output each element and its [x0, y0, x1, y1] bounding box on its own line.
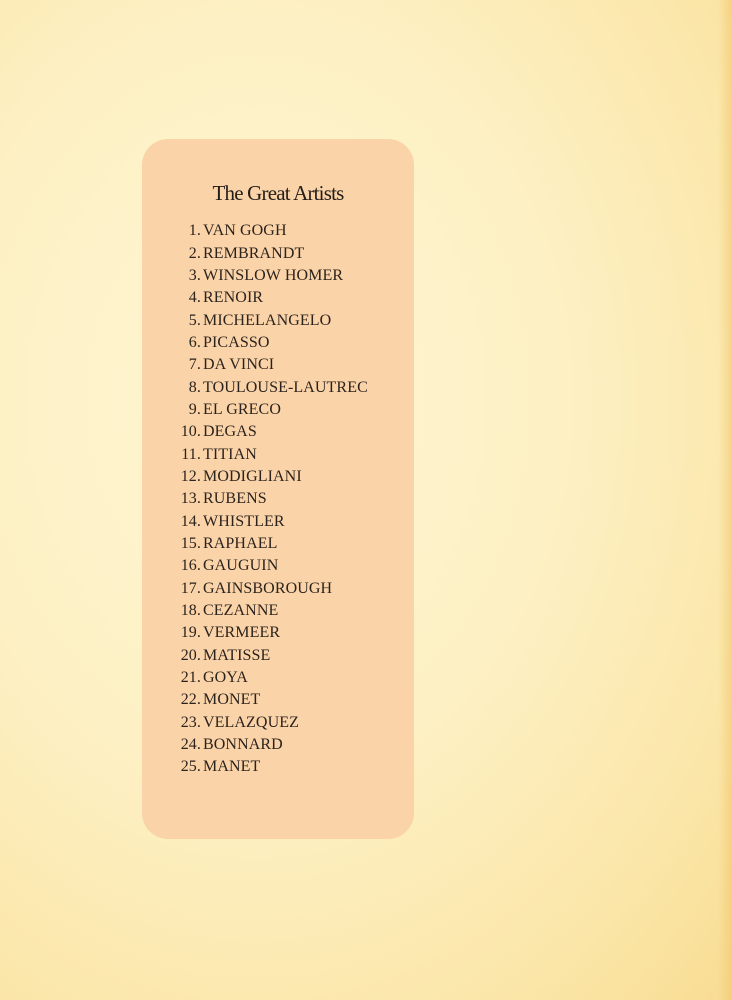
artist-number: 1. — [188, 222, 201, 240]
artist-name: CEZANNE — [203, 602, 279, 620]
artist-name: RENOIR — [203, 289, 264, 307]
page-edge-shading — [718, 0, 732, 1000]
artist-list-item — [142, 510, 414, 532]
artist-name: DA VINCI — [203, 356, 275, 374]
artist-list-item — [142, 242, 414, 264]
artist-list-item — [142, 421, 414, 443]
artist-list-item — [142, 645, 414, 667]
artist-name: TOULOUSE-LAUTREC — [203, 378, 368, 396]
artist-list-item — [142, 332, 414, 354]
artist-number: 18. — [180, 602, 201, 620]
artist-name: VELAZQUEZ — [203, 713, 299, 731]
artist-number: 10. — [180, 423, 201, 441]
artist-number: 5. — [188, 311, 201, 329]
artist-list-item — [142, 488, 414, 510]
artist-name: MATISSE — [203, 646, 271, 664]
artist-number: 20. — [180, 646, 201, 664]
artist-name: MONET — [203, 691, 261, 709]
artist-name: GAINSBOROUGH — [203, 579, 333, 597]
artist-name: MODIGLIANI — [203, 467, 302, 485]
artist-number: 6. — [188, 333, 201, 351]
artist-number: 2. — [188, 244, 201, 262]
artist-name: REMBRANDT — [203, 244, 305, 262]
artist-name: EL GRECO — [203, 400, 281, 418]
artist-name: DEGAS — [203, 423, 257, 441]
artist-number: 8. — [188, 378, 201, 396]
artist-number: 19. — [180, 624, 201, 642]
artist-number: 9. — [188, 400, 201, 418]
artist-name: WINSLOW HOMER — [203, 266, 344, 284]
artist-list-item — [142, 399, 414, 421]
artist-list-item — [142, 265, 414, 287]
artist-list-item — [142, 756, 414, 778]
artist-number: 17. — [180, 579, 201, 597]
artist-name: WHISTLER — [203, 512, 285, 530]
artist-number: 4. — [188, 289, 201, 307]
artist-name: VAN GOGH — [203, 222, 287, 240]
artist-number: 7. — [188, 356, 201, 374]
artist-number: 24. — [180, 736, 201, 754]
artist-list-item — [142, 667, 414, 689]
artist-name: RUBENS — [203, 490, 267, 508]
artist-number: 23. — [180, 713, 201, 731]
artist-name: TITIAN — [203, 445, 257, 463]
artist-list-item — [142, 309, 414, 331]
artist-name: PICASSO — [203, 333, 270, 351]
panel-title: The Great Artists — [212, 181, 344, 205]
artist-number: 3. — [188, 266, 201, 284]
artist-number: 13. — [180, 490, 201, 508]
artist-list-item — [142, 443, 414, 465]
artist-name: GOYA — [203, 669, 248, 687]
artist-list-item — [142, 287, 414, 309]
artist-list-item — [142, 734, 414, 756]
artist-list-item — [142, 555, 414, 577]
artist-number: 12. — [180, 467, 201, 485]
artist-number: 22. — [180, 691, 201, 709]
artist-list-item — [142, 220, 414, 242]
artist-name: RAPHAEL — [203, 534, 278, 552]
artist-list-item — [142, 578, 414, 600]
artist-number: 15. — [180, 534, 201, 552]
artist-list — [142, 220, 414, 779]
artist-number: 11. — [181, 445, 201, 463]
artist-number: 16. — [180, 557, 201, 575]
artist-number: 14. — [180, 512, 201, 530]
artist-list-item — [142, 466, 414, 488]
artist-list-item — [142, 376, 414, 398]
artist-name: BONNARD — [203, 736, 283, 754]
artist-list-item — [142, 354, 414, 376]
artists-panel — [142, 139, 414, 839]
artist-name: MANET — [203, 758, 261, 776]
artist-list-item — [142, 689, 414, 711]
artist-name: MICHELANGELO — [203, 311, 332, 329]
artist-name: GAUGUIN — [203, 557, 279, 575]
artist-number: 25. — [180, 758, 201, 776]
artist-list-item — [142, 533, 414, 555]
artist-name: VERMEER — [203, 624, 281, 642]
artist-list-item — [142, 712, 414, 734]
artist-number: 21. — [180, 669, 201, 687]
artist-list-item — [142, 622, 414, 644]
artist-list-item — [142, 600, 414, 622]
